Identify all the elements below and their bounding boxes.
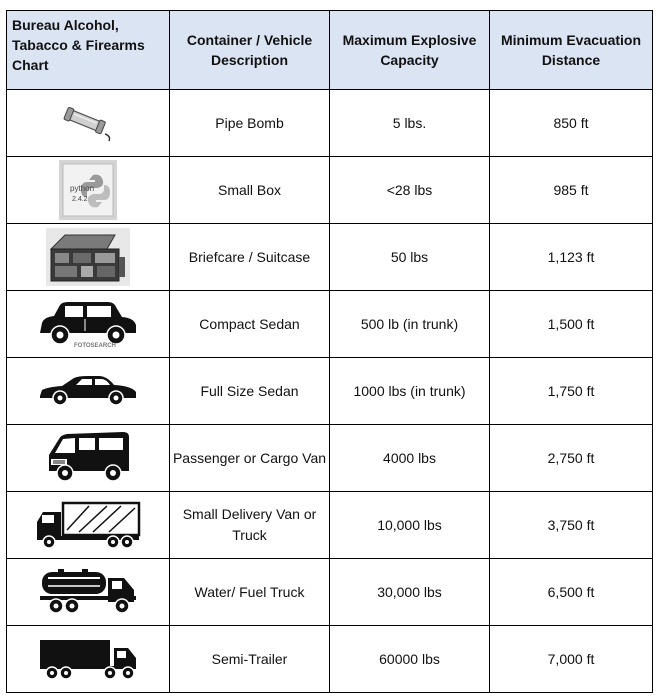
distance-cell: 3,750 ft: [490, 492, 653, 559]
distance-cell: 985 ft: [490, 157, 653, 224]
header-description: Container / Vehicle Description: [170, 11, 330, 90]
briefcase-icon: [45, 227, 131, 287]
capacity-cell: 30,000 lbs: [330, 559, 490, 626]
evacuation-table: [6, 10, 653, 693]
distance-cell: 6,500 ft: [490, 559, 653, 626]
capacity-cell: 10,000 lbs: [330, 492, 490, 559]
distance-cell: 2,750 ft: [490, 425, 653, 492]
header-chart: Bureau Alcohol, Tabacco & Firearms Chart: [7, 11, 170, 90]
table-row: [7, 425, 653, 492]
capacity-cell: 4000 lbs: [330, 425, 490, 492]
table-row: [7, 626, 653, 693]
box-label-2: 2.4.2: [72, 196, 88, 203]
distance-cell: 1,750 ft: [490, 358, 653, 425]
table-row: [7, 291, 653, 358]
compact-car-icon: [36, 299, 140, 349]
capacity-cell: 50 lbs: [330, 224, 490, 291]
capacity-cell: 500 lb (in trunk): [330, 291, 490, 358]
capacity-cell: 1000 lbs (in trunk): [330, 358, 490, 425]
evacuation-chart: [6, 10, 653, 693]
small-box-icon: [58, 159, 118, 221]
header-row: [7, 11, 653, 90]
watermark-text: FOTOSEARCH: [74, 343, 116, 349]
description-cell: Water/ Fuel Truck: [170, 559, 330, 626]
distance-cell: 850 ft: [490, 90, 653, 157]
description-cell: Small Box: [170, 157, 330, 224]
description-cell: Pipe Bomb: [170, 90, 330, 157]
table-row: [7, 90, 653, 157]
description-cell: Passenger or Cargo Van: [170, 425, 330, 492]
header-distance: Minimum Evacuation Distance: [490, 11, 653, 90]
table-row: [7, 492, 653, 559]
capacity-cell: <28 lbs: [330, 157, 490, 224]
description-cell: Compact Sedan: [170, 291, 330, 358]
description-cell: Semi-Trailer: [170, 626, 330, 693]
table-row: [7, 224, 653, 291]
header-capacity: Maximum Explosive Capacity: [330, 11, 490, 90]
delivery-truck-icon: [33, 500, 143, 550]
full-size-car-icon: [38, 374, 138, 408]
van-icon: [45, 429, 131, 487]
description-cell: Full Size Sedan: [170, 358, 330, 425]
description-cell: Small Delivery Van or Truck: [170, 492, 330, 559]
box-label-1: python: [70, 184, 95, 193]
table-row: [7, 358, 653, 425]
capacity-cell: 60000 lbs: [330, 626, 490, 693]
tanker-truck-icon: [38, 566, 138, 618]
capacity-cell: 5 lbs.: [330, 90, 490, 157]
description-cell: Briefcare / Suitcase: [170, 224, 330, 291]
table-row: [7, 157, 653, 224]
distance-cell: 1,500 ft: [490, 291, 653, 358]
table-row: [7, 559, 653, 626]
distance-cell: 7,000 ft: [490, 626, 653, 693]
pipe-bomb-icon: [58, 103, 118, 143]
semi-trailer-icon: [36, 636, 140, 682]
distance-cell: 1,123 ft: [490, 224, 653, 291]
